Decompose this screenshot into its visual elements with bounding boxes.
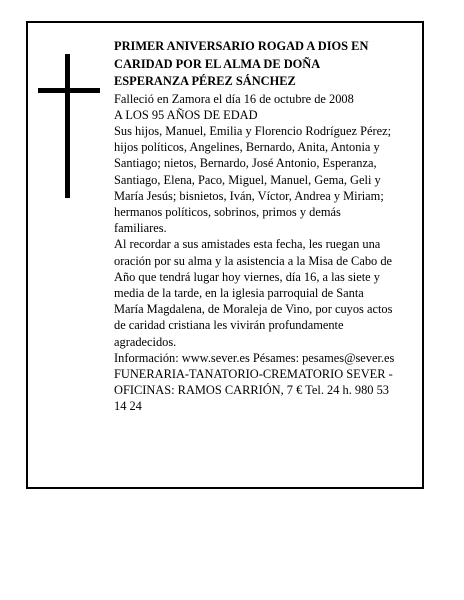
age-line: A LOS 95 AÑOS DE EDAD: [114, 107, 258, 122]
death-date-line: Falleció en Zamora el día 16 de octubre de 2008: [114, 91, 354, 106]
obituary-text: [114, 38, 396, 415]
family-paragraph: Sus hijos, Manuel, Emilia y Florencio Rodríguez Pérez; hijos políticos, Angelines, Bernardo, Anita, Antonia y Santiago; nietos, Bernardo, José Antonio, Esperanza, Santiago, Elena, Paco, Miguel, Manuel, Gema, Geli y María Jesús; bisnietos, Iván, Víctor, Andrea y Miriam; hermanos políticos, sobrinos, primos y demás familiares.: [114, 123, 392, 236]
funeral-home-info: FUNERARIA-TANATORIO-CREMATORIO SEVER - OFICINAS: RAMOS CARRIÓN, 7 € Tel. 24 h. 980 53 14 24: [114, 366, 393, 414]
contact-info: Información: www.sever.es Pésames: pesames@sever.es: [114, 350, 395, 365]
cross-vertical-bar: [65, 54, 70, 198]
obituary-heading: PRIMER ANIVERSARIO ROGAD A DIOS EN CARIDAD POR EL ALMA DE DOÑA ESPERANZA PÉREZ SÁNCHEZ: [114, 39, 369, 88]
mass-paragraph: Al recordar a sus amistades esta fecha, les ruegan una oración por su alma y la asistencia a la Misa de Cabo de Año que tendrá lugar hoy viernes, día 16, a las siete y media de la tarde, en la iglesia parroquial de Santa María Magdalena, de Moraleja de Vino, por cuyos actos de caridad cristiana les vivirán profundamente agradecidos.: [114, 237, 393, 349]
cross-horizontal-bar: [38, 88, 100, 93]
cross-icon: [38, 54, 100, 198]
